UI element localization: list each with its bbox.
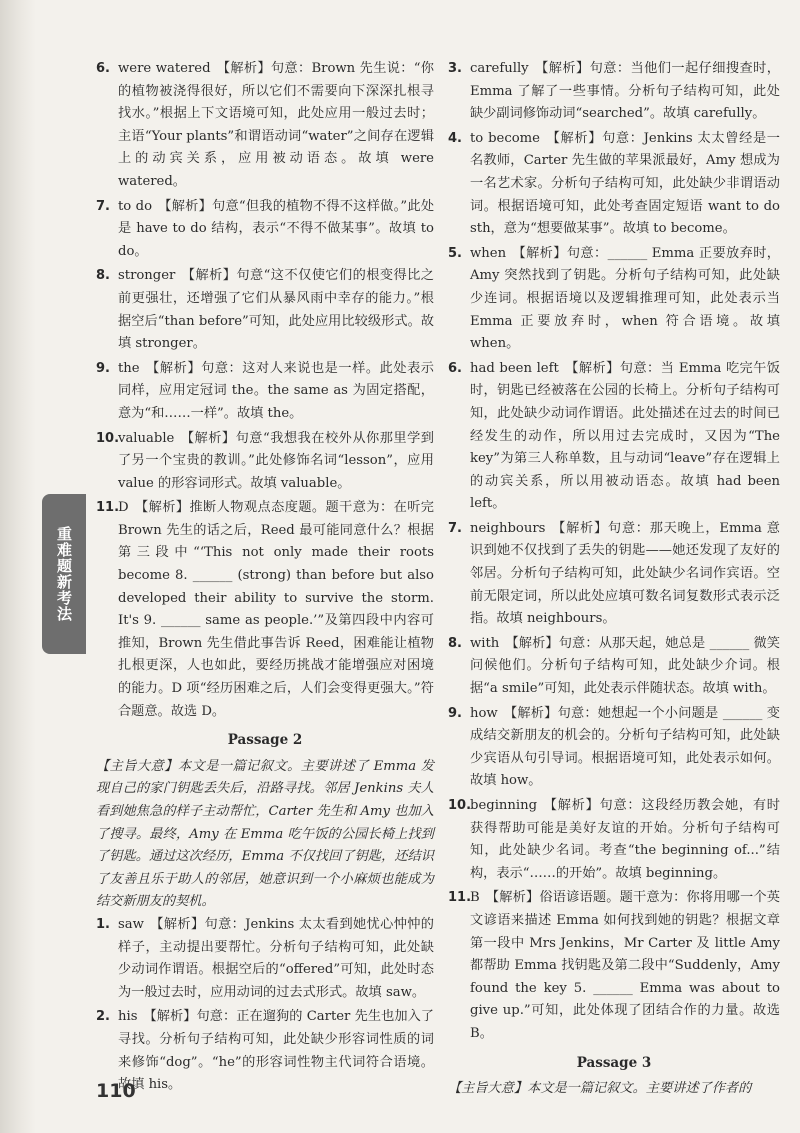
question-number: 11. bbox=[448, 890, 472, 906]
answer-text: carefully bbox=[470, 61, 529, 76]
answer-item bbox=[448, 887, 780, 1045]
question-number: 2. bbox=[96, 1009, 110, 1025]
question-number: 6. bbox=[96, 61, 110, 76]
right-answer-list bbox=[448, 58, 780, 1046]
answer-text: had been left bbox=[470, 360, 559, 376]
question-number: 9. bbox=[448, 705, 462, 721]
question-number: 7. bbox=[448, 520, 462, 536]
answer-text: B bbox=[470, 890, 480, 906]
explanation-text: 【解析】句意：那天晚上，Emma 意识到她不仅找到了丢失的钥匙——她还发现了友好的邻居。分析句子结构可知，此处缺少名词作宾语。空前无限定词，所以此处应填可数名词复数形式表示泛指。故填 neighbours。 bbox=[470, 520, 780, 627]
question-number: 7. bbox=[96, 198, 110, 214]
answer-text: his bbox=[118, 1009, 138, 1025]
answer-item bbox=[96, 265, 434, 355]
page-binding-shadow bbox=[0, 0, 36, 1133]
question-number: 6. bbox=[448, 360, 462, 376]
answer-item bbox=[96, 58, 434, 194]
explanation-text: 【解析】句意：这对人来说也是一样。此处表示同样，应用定冠词 the。the same as 为固定搭配，意为“和……一样”。故填 the。 bbox=[118, 360, 434, 421]
answer-item bbox=[448, 128, 780, 241]
passage-2-summary: 【主旨大意】本文是一篇记叙文。主要讲述了 Emma 发现自己的家门钥匙丢失后，沿路寻找。邻居 Jenkins 夫人看到她焦急的样子主动帮忙，Carter 先生和 Amy 也加入了搜寻。最终，Amy 在 Emma 吃午饭的公园长椅上找到了钥匙。通过这次经历，Emma 不仅找回了钥匙，还结识了友善且乐于助人的邻居，她意识到一个小麻烦也能成为结交新朋友的契机。 bbox=[96, 758, 434, 910]
answer-text: were watered bbox=[118, 61, 211, 76]
explanation-text: 【解析】句意：当 Emma 吃完午饭时，钥匙已经被落在公园的长椅上。分析句子结构可知，此处缺少动词作谓语。此处描述在过去的时间已经发生的动作，所以用过去完成时，又因为“The key”为第三人称单数，且与动词“leave”存在逻辑上的动宾关系，所以用被动语态。故填 had been left。 bbox=[470, 360, 780, 512]
left-answer-list-2 bbox=[96, 914, 434, 1097]
answer-item bbox=[448, 795, 780, 885]
passage-2-title: Passage 2 bbox=[227, 732, 303, 749]
question-number: 8. bbox=[96, 268, 110, 284]
explanation-text: 【解析】俗语谚语题。题干意为：你将用哪一个英文谚语来描述 Emma 如何找到她的钥匙？根据文章第一段中 Mrs Jenkins，Mr Carter 及 little Amy 都帮助 Emma 找钥匙及第二段中“Suddenly，Amy found the key 5. ______ Emma was about to give up.”可知，此处体现了团结合作的力量。故选 B。 bbox=[470, 890, 780, 1041]
answer-item bbox=[448, 58, 780, 126]
answer-item bbox=[448, 243, 780, 356]
explanation-text: 【解析】句意“但我的植物不得不这样做。”此处是 have to do 结构，表示“不得不做某事”。故填 to do。 bbox=[118, 198, 435, 259]
answer-text: beginning bbox=[470, 798, 538, 813]
answer-item bbox=[448, 633, 780, 701]
answer-item bbox=[96, 428, 434, 496]
explanation-text: 【解析】句意：Jenkins 太太看到她忧心忡忡的样子，主动提出要帮忙。分析句子结构可知，此处缺少动词作谓语。根据空后的“offered”可知，此处时态为一般过去时，应用动词的过去式形式。故填 saw。 bbox=[118, 916, 434, 1000]
answer-item bbox=[96, 914, 434, 1004]
answer-item bbox=[448, 703, 780, 793]
question-number: 5. bbox=[448, 245, 462, 261]
explanation-text: 【解析】句意：______ Emma 正要放弃时，Amy 突然找到了钥匙。分析句子结构可知，此处缺少连词。根据语境以及逻辑推理可知，此处表示当 Emma 正要放弃时，when 符合语境。故填 when。 bbox=[470, 245, 780, 352]
question-number: 10. bbox=[96, 430, 120, 446]
answer-text: how bbox=[470, 705, 498, 721]
answer-text: stronger bbox=[118, 268, 176, 284]
explanation-text: 【解析】句意：她想起一个小问题是 ______ 变成结交新朋友的机会的。分析句子结构可知，此处缺少宾语从句引导词。根据语境可知，此处表示如何。故填 how。 bbox=[470, 705, 780, 789]
answer-text: when bbox=[470, 245, 507, 261]
explanation-text: 【解析】句意：Jenkins 太太曾经是一名教师，Carter 先生做的苹果派最好，Amy 想成为一名艺术家。分析句子结构可知，此处缺少非谓语动词。根据语境可知，此处考查固定短语 want to do sth，意为“想要做某事”。故填 to become。 bbox=[470, 130, 780, 237]
answer-item bbox=[96, 196, 434, 264]
question-number: 3. bbox=[448, 61, 462, 76]
answer-text: to become bbox=[470, 130, 540, 146]
answer-item bbox=[448, 518, 780, 631]
section-side-tab: 重难题新考法 bbox=[42, 494, 86, 654]
answer-text: neighbours bbox=[470, 520, 546, 536]
explanation-text: 【解析】句意：当他们一起仔细搜查时，Emma 了解了一些事情。分析句子结构可知，此处缺少副词修饰动词“searched”。故填 carefully。 bbox=[470, 61, 780, 122]
explanation-text: 【解析】推断人物观点态度题。题干意为：在听完 Brown 先生的话之后，Reed 最可能同意什么？根据第三段中“‘This not only made their roots become 8. ______ (strong) than before but also developed their ability to survive the storm. It's 9. ______ same as people.’”及第四段中内容可推知，Brown 先生借此事告诉 Reed，困难能让植物扎根更深，人也如此，要经历挑战才能增强应对困境的能力。D 项“经历困难之后，人们会变得更强大。”符合题意。故选 D。 bbox=[118, 500, 434, 719]
answer-item bbox=[96, 358, 434, 426]
explanation-text: 【解析】句意：Brown 先生说：“你的植物被浇得很好，所以它们不需要向下深深扎根寻找水。”根据上下文语境可知，此处应用一般过去时；主语“Your plants”和谓语动词“water”之间存在逻辑上的动宾关系，应用被动语态。故填 were watered。 bbox=[118, 61, 434, 189]
explanation-text: 【解析】句意：这段经历教会她，有时获得帮助可能是美好友谊的开始。分析句子结构可知，此处缺少名词。考查“the beginning of...”结构，表示“……的开始”。故填 beginning。 bbox=[470, 798, 780, 881]
answer-item bbox=[96, 497, 434, 723]
answer-text: with bbox=[470, 635, 500, 651]
answer-text: saw bbox=[118, 916, 144, 932]
question-number: 9. bbox=[96, 360, 110, 376]
question-number: 10. bbox=[448, 798, 472, 813]
passage-3-title: Passage 3 bbox=[576, 1054, 652, 1071]
answer-text: D bbox=[118, 500, 129, 516]
question-number: 1. bbox=[96, 916, 110, 932]
right-column bbox=[448, 58, 780, 1101]
question-number: 4. bbox=[448, 130, 462, 146]
page-number: 110 bbox=[96, 1080, 136, 1102]
explanation-text: 【解析】句意：从那天起，她总是 ______ 微笑问候他们。分析句子结构可知，此处缺少介词。根据“a smile”可知，此处表示伴随状态。故填 with。 bbox=[470, 635, 780, 697]
left-answer-list-1 bbox=[96, 58, 434, 723]
answer-text: the bbox=[118, 360, 140, 376]
question-number: 11. bbox=[96, 500, 120, 516]
passage-3-summary: 【主旨大意】本文是一篇记叙文。主要讲述了作者的 bbox=[448, 1081, 752, 1097]
left-column bbox=[96, 58, 434, 1099]
explanation-text: 【解析】句意“这不仅使它们的根变得比之前更强壮，还增强了它们从暴风雨中幸存的能力。”根据空后“than before”可知，此处应用比较级形式。故填 stronger。 bbox=[118, 268, 434, 352]
question-number: 8. bbox=[448, 635, 462, 651]
answer-text: valuable bbox=[118, 430, 175, 446]
explanation-text: 【解析】句意：正在遛狗的 Carter 先生也加入了寻找。分析句子结构可知，此处缺少形容词性质的词来修饰“dog”。“he”的形容词性物主代词符合语境。故填 his。 bbox=[118, 1009, 434, 1093]
answer-item bbox=[96, 1006, 434, 1096]
answer-item bbox=[448, 358, 780, 516]
answer-text: to do bbox=[118, 198, 153, 214]
explanation-text: 【解析】句意“我想我在校外从你那里学到了另一个宝贵的教训。”此处修饰名词“lesson”，应用 value 的形容词形式。故填 valuable。 bbox=[118, 430, 434, 491]
